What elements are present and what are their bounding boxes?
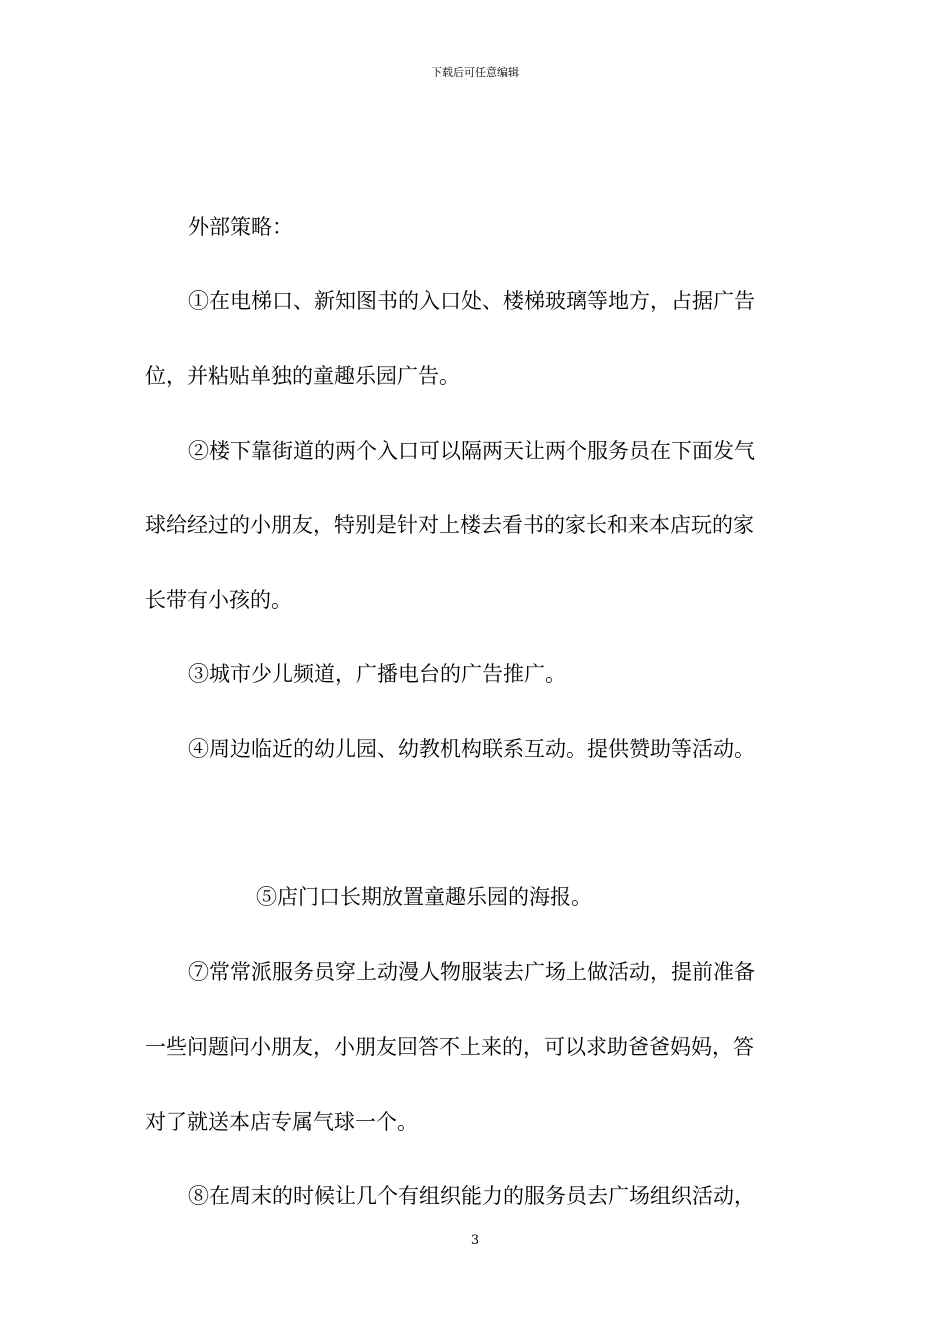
paragraph-6-line-3: 对了就送本店专属气球一个。 — [145, 1110, 418, 1134]
paragraph-3-line-1: ③城市少儿频道，广播电台的广告推广。 — [188, 662, 566, 686]
page-number: 3 — [470, 1233, 480, 1248]
paragraph-2-line-3: 长带有小孩的。 — [145, 588, 292, 612]
section-title: 外部策略： — [188, 215, 293, 239]
paragraph-2-line-1: ②楼下靠街道的两个入口可以隔两天让两个服务员在下面发气 — [188, 439, 755, 463]
paragraph-1-line-1: ①在电梯口、新知图书的入口处、楼梯玻璃等地方，占据广告 — [188, 289, 755, 313]
paragraph-1-line-2: 位，并粘贴单独的童趣乐园广告。 — [145, 364, 460, 388]
paragraph-2-line-2: 球给经过的小朋友，特别是针对上楼去看书的家长和来本店玩的家 — [145, 513, 754, 537]
paragraph-6-line-2: 一些问题问小朋友，小朋友回答不上来的，可以求助爸爸妈妈，答 — [145, 1035, 754, 1059]
paragraph-4-line-1: ④周边临近的幼儿园、幼教机构联系互动。提供赞助等活动。 — [188, 737, 755, 761]
paragraph-6-line-1: ⑦常常派服务员穿上动漫人物服装去广场上做活动，提前准备 — [188, 960, 755, 984]
paragraph-7-line-1: ⑧在周末的时候让几个有组织能力的服务员去广场组织活动， — [188, 1184, 755, 1208]
paragraph-5-line-1: ⑤店门口长期放置童趣乐园的海报。 — [256, 885, 592, 909]
page-header: 下载后可任意编辑 — [431, 66, 519, 79]
